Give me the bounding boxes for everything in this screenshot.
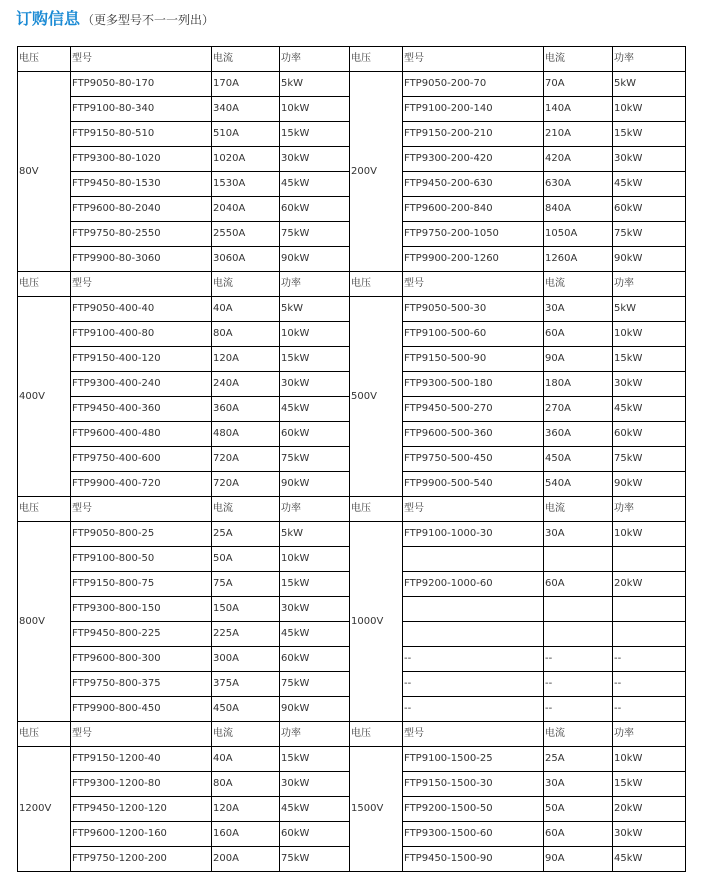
current-cell: 30A xyxy=(544,297,613,322)
current-cell: -- xyxy=(544,647,613,672)
current-header: 电流 xyxy=(544,722,613,747)
model-header: 型号 xyxy=(403,497,544,522)
current-header: 电流 xyxy=(212,497,280,522)
current-cell: 120A xyxy=(212,797,280,822)
model-cell: FTP9450-400-360 xyxy=(71,397,212,422)
current-cell: 630A xyxy=(544,172,613,197)
power-cell: 20kW xyxy=(613,797,686,822)
current-cell: 2040A xyxy=(212,197,280,222)
power-cell: 10kW xyxy=(280,322,350,347)
current-cell: 360A xyxy=(544,422,613,447)
model-cell: FTP9050-800-25 xyxy=(71,522,212,547)
model-cell: FTP9450-500-270 xyxy=(403,397,544,422)
model-cell xyxy=(403,597,544,622)
power-cell: 45kW xyxy=(280,622,350,647)
power-cell: -- xyxy=(613,647,686,672)
model-cell: FTP9150-1500-30 xyxy=(403,772,544,797)
table-header-row xyxy=(18,497,686,522)
current-cell: 2550A xyxy=(212,222,280,247)
model-cell: -- xyxy=(403,672,544,697)
power-cell: 10kW xyxy=(613,522,686,547)
model-cell: FTP9450-200-630 xyxy=(403,172,544,197)
power-cell: -- xyxy=(613,697,686,722)
model-cell: FTP9050-400-40 xyxy=(71,297,212,322)
current-cell: 450A xyxy=(544,447,613,472)
model-cell: FTP9900-400-720 xyxy=(71,472,212,497)
model-cell: FTP9600-80-2040 xyxy=(71,197,212,222)
model-cell: FTP9150-1200-40 xyxy=(71,747,212,772)
model-cell: FTP9300-1200-80 xyxy=(71,772,212,797)
current-cell: 720A xyxy=(212,472,280,497)
voltage-header: 电压 xyxy=(18,722,71,747)
subtitle-text: （更多型号不一一列出） xyxy=(82,13,215,27)
power-cell: 45kW xyxy=(613,172,686,197)
current-cell: 210A xyxy=(544,122,613,147)
power-cell: 90kW xyxy=(613,247,686,272)
current-cell: 50A xyxy=(212,547,280,572)
model-cell: FTP9300-200-420 xyxy=(403,147,544,172)
table-header-row xyxy=(18,47,686,72)
model-cell: FTP9150-800-75 xyxy=(71,572,212,597)
power-cell: 30kW xyxy=(280,147,350,172)
current-cell: 420A xyxy=(544,147,613,172)
current-cell xyxy=(544,547,613,572)
model-cell: FTP9050-80-170 xyxy=(71,72,212,97)
power-cell: 75kW xyxy=(613,222,686,247)
current-cell: 840A xyxy=(544,197,613,222)
current-cell: 1260A xyxy=(544,247,613,272)
power-cell: 5kW xyxy=(613,72,686,97)
current-cell: 180A xyxy=(544,372,613,397)
current-cell: 70A xyxy=(544,72,613,97)
current-cell: 75A xyxy=(212,572,280,597)
power-cell: 10kW xyxy=(613,322,686,347)
model-cell: FTP9750-800-375 xyxy=(71,672,212,697)
power-cell: 15kW xyxy=(613,122,686,147)
current-cell: 80A xyxy=(212,322,280,347)
model-cell: FTP9300-1500-60 xyxy=(403,822,544,847)
model-cell: -- xyxy=(403,647,544,672)
power-cell: 60kW xyxy=(613,422,686,447)
power-cell: 30kW xyxy=(280,772,350,797)
current-cell: 90A xyxy=(544,347,613,372)
power-cell: 90kW xyxy=(613,472,686,497)
power-cell: 45kW xyxy=(613,397,686,422)
power-cell xyxy=(613,597,686,622)
power-cell: 75kW xyxy=(613,447,686,472)
power-cell: 5kW xyxy=(280,297,350,322)
voltage-header: 电压 xyxy=(18,272,71,297)
table-row xyxy=(18,747,686,772)
model-cell: FTP9150-200-210 xyxy=(403,122,544,147)
power-header: 功率 xyxy=(280,272,350,297)
current-header: 电流 xyxy=(212,722,280,747)
current-cell: 30A xyxy=(544,772,613,797)
model-cell: FTP9200-1500-50 xyxy=(403,797,544,822)
model-cell: FTP9900-500-540 xyxy=(403,472,544,497)
current-cell: 60A xyxy=(544,572,613,597)
power-cell: 10kW xyxy=(280,97,350,122)
voltage-header: 电压 xyxy=(350,47,403,72)
voltage-cell: 80V xyxy=(18,72,71,272)
current-cell: 50A xyxy=(544,797,613,822)
current-cell: 480A xyxy=(212,422,280,447)
model-cell: FTP9200-1000-60 xyxy=(403,572,544,597)
current-cell: 160A xyxy=(212,822,280,847)
current-cell: 510A xyxy=(212,122,280,147)
power-cell: 90kW xyxy=(280,472,350,497)
power-header: 功率 xyxy=(280,47,350,72)
power-cell: 60kW xyxy=(280,647,350,672)
current-cell: 200A xyxy=(212,847,280,872)
model-cell: FTP9150-400-120 xyxy=(71,347,212,372)
power-cell: 45kW xyxy=(280,172,350,197)
power-cell: 10kW xyxy=(280,547,350,572)
voltage-header: 电压 xyxy=(18,47,71,72)
model-cell: FTP9450-1200-120 xyxy=(71,797,212,822)
power-cell: 60kW xyxy=(280,197,350,222)
current-header: 电流 xyxy=(544,47,613,72)
voltage-cell: 1500V xyxy=(350,747,403,872)
current-cell xyxy=(544,597,613,622)
power-header: 功率 xyxy=(613,47,686,72)
voltage-header: 电压 xyxy=(350,497,403,522)
title-text: 订购信息 xyxy=(16,9,81,28)
current-cell: 1050A xyxy=(544,222,613,247)
model-header: 型号 xyxy=(71,722,212,747)
model-cell: FTP9300-80-1020 xyxy=(71,147,212,172)
model-cell: FTP9600-1200-160 xyxy=(71,822,212,847)
model-header: 型号 xyxy=(403,47,544,72)
model-cell: FTP9100-80-340 xyxy=(71,97,212,122)
voltage-header: 电压 xyxy=(350,722,403,747)
model-cell: FTP9900-800-450 xyxy=(71,697,212,722)
power-cell: -- xyxy=(613,672,686,697)
power-cell: 15kW xyxy=(280,747,350,772)
power-cell: 5kW xyxy=(613,297,686,322)
model-cell: FTP9300-800-150 xyxy=(71,597,212,622)
model-cell: -- xyxy=(403,697,544,722)
model-cell: FTP9900-80-3060 xyxy=(71,247,212,272)
power-cell: 90kW xyxy=(280,697,350,722)
current-cell: -- xyxy=(544,697,613,722)
current-cell: 360A xyxy=(212,397,280,422)
current-cell: 25A xyxy=(212,522,280,547)
current-cell: 30A xyxy=(544,522,613,547)
current-header: 电流 xyxy=(212,272,280,297)
model-cell: FTP9300-500-180 xyxy=(403,372,544,397)
model-cell: FTP9100-800-50 xyxy=(71,547,212,572)
power-cell: 30kW xyxy=(280,597,350,622)
model-cell: FTP9100-400-80 xyxy=(71,322,212,347)
voltage-cell: 1000V xyxy=(350,522,403,722)
power-cell: 10kW xyxy=(613,97,686,122)
power-cell: 75kW xyxy=(280,447,350,472)
current-cell: 270A xyxy=(544,397,613,422)
model-cell: FTP9100-200-140 xyxy=(403,97,544,122)
current-cell: 40A xyxy=(212,297,280,322)
current-header: 电流 xyxy=(544,272,613,297)
current-cell: 3060A xyxy=(212,247,280,272)
model-cell: FTP9450-800-225 xyxy=(71,622,212,647)
current-cell: 80A xyxy=(212,772,280,797)
voltage-cell: 500V xyxy=(350,297,403,497)
power-cell: 15kW xyxy=(613,347,686,372)
power-cell: 60kW xyxy=(613,197,686,222)
section-title xyxy=(16,8,214,30)
model-cell: FTP9050-500-30 xyxy=(403,297,544,322)
power-cell: 45kW xyxy=(280,797,350,822)
table-row xyxy=(18,297,686,322)
power-header: 功率 xyxy=(280,722,350,747)
current-cell: 40A xyxy=(212,747,280,772)
current-cell: 300A xyxy=(212,647,280,672)
power-cell: 15kW xyxy=(280,347,350,372)
voltage-header: 电压 xyxy=(350,272,403,297)
order-info-table-body xyxy=(18,47,686,872)
current-cell: 60A xyxy=(544,322,613,347)
current-cell: 1530A xyxy=(212,172,280,197)
model-cell: FTP9150-500-90 xyxy=(403,347,544,372)
order-info-table xyxy=(17,46,686,872)
current-cell: 170A xyxy=(212,72,280,97)
power-cell: 75kW xyxy=(280,847,350,872)
current-cell: -- xyxy=(544,672,613,697)
voltage-cell: 1200V xyxy=(18,747,71,872)
table-header-row xyxy=(18,272,686,297)
model-cell: FTP9300-400-240 xyxy=(71,372,212,397)
model-cell: FTP9600-200-840 xyxy=(403,197,544,222)
power-cell: 15kW xyxy=(280,572,350,597)
voltage-header: 电压 xyxy=(18,497,71,522)
power-header: 功率 xyxy=(613,272,686,297)
model-cell: FTP9150-80-510 xyxy=(71,122,212,147)
power-cell: 15kW xyxy=(280,122,350,147)
power-header: 功率 xyxy=(280,497,350,522)
power-cell: 30kW xyxy=(613,822,686,847)
current-header: 电流 xyxy=(544,497,613,522)
voltage-cell: 200V xyxy=(350,72,403,272)
current-cell: 1020A xyxy=(212,147,280,172)
model-cell xyxy=(403,622,544,647)
current-cell: 25A xyxy=(544,747,613,772)
model-cell: FTP9750-80-2550 xyxy=(71,222,212,247)
power-cell: 75kW xyxy=(280,222,350,247)
model-cell: FTP9750-200-1050 xyxy=(403,222,544,247)
current-header: 电流 xyxy=(212,47,280,72)
model-cell: FTP9600-500-360 xyxy=(403,422,544,447)
power-cell: 30kW xyxy=(613,372,686,397)
power-cell: 60kW xyxy=(280,822,350,847)
model-cell: FTP9750-500-450 xyxy=(403,447,544,472)
voltage-cell: 400V xyxy=(18,297,71,497)
power-cell: 30kW xyxy=(280,372,350,397)
model-header: 型号 xyxy=(71,272,212,297)
power-cell: 60kW xyxy=(280,422,350,447)
power-cell: 5kW xyxy=(280,522,350,547)
model-cell xyxy=(403,547,544,572)
model-cell: FTP9100-1000-30 xyxy=(403,522,544,547)
current-cell: 150A xyxy=(212,597,280,622)
power-header: 功率 xyxy=(613,497,686,522)
power-cell: 45kW xyxy=(280,397,350,422)
current-cell: 340A xyxy=(212,97,280,122)
model-cell: FTP9750-400-600 xyxy=(71,447,212,472)
current-cell: 90A xyxy=(544,847,613,872)
model-cell: FTP9900-200-1260 xyxy=(403,247,544,272)
model-cell: FTP9100-1500-25 xyxy=(403,747,544,772)
model-cell: FTP9600-400-480 xyxy=(71,422,212,447)
power-header: 功率 xyxy=(613,722,686,747)
current-cell: 60A xyxy=(544,822,613,847)
model-header: 型号 xyxy=(71,497,212,522)
power-cell: 10kW xyxy=(613,747,686,772)
power-cell: 15kW xyxy=(613,772,686,797)
model-cell: FTP9100-500-60 xyxy=(403,322,544,347)
current-cell: 720A xyxy=(212,447,280,472)
model-cell: FTP9450-1500-90 xyxy=(403,847,544,872)
power-cell: 90kW xyxy=(280,247,350,272)
power-cell xyxy=(613,622,686,647)
current-cell: 140A xyxy=(544,97,613,122)
model-cell: FTP9050-200-70 xyxy=(403,72,544,97)
power-cell: 45kW xyxy=(613,847,686,872)
current-cell: 540A xyxy=(544,472,613,497)
power-cell: 30kW xyxy=(613,147,686,172)
power-cell: 20kW xyxy=(613,572,686,597)
current-cell: 450A xyxy=(212,697,280,722)
model-cell: FTP9450-80-1530 xyxy=(71,172,212,197)
voltage-cell: 800V xyxy=(18,522,71,722)
model-header: 型号 xyxy=(403,272,544,297)
table-row xyxy=(18,72,686,97)
model-header: 型号 xyxy=(71,47,212,72)
table-header-row xyxy=(18,722,686,747)
power-cell xyxy=(613,547,686,572)
model-cell: FTP9600-800-300 xyxy=(71,647,212,672)
current-cell: 375A xyxy=(212,672,280,697)
power-cell: 75kW xyxy=(280,672,350,697)
model-cell: FTP9750-1200-200 xyxy=(71,847,212,872)
model-header: 型号 xyxy=(403,722,544,747)
table-row xyxy=(18,522,686,547)
current-cell: 240A xyxy=(212,372,280,397)
current-cell: 225A xyxy=(212,622,280,647)
power-cell: 5kW xyxy=(280,72,350,97)
current-cell: 120A xyxy=(212,347,280,372)
current-cell xyxy=(544,622,613,647)
